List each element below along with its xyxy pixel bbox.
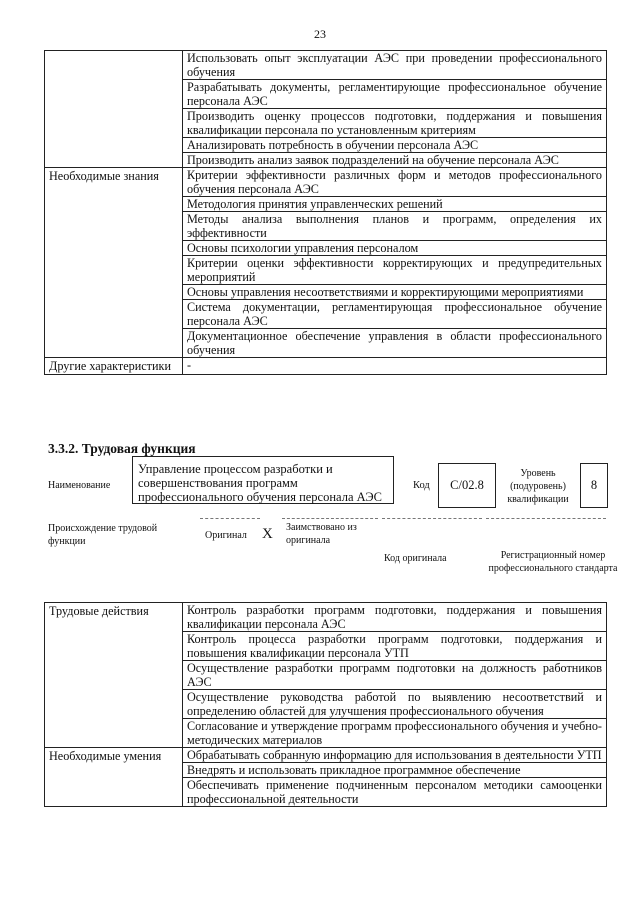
- original-checkmark: X: [262, 526, 273, 542]
- row-item: Производить оценку процессов подготовки, поддержания и повышения квалификации персонала по установленным критериям: [183, 109, 607, 138]
- origin-divider: [486, 518, 606, 519]
- row-item: Согласование и утверждение программ профессионального обучения и учебно-методических материалов: [183, 719, 607, 748]
- row-category: Необходимые знания: [45, 168, 183, 358]
- row-item: Методология принятия управленческих решений: [183, 197, 607, 212]
- code-value-box: C/02.8: [438, 463, 496, 508]
- top-table-body: [45, 51, 607, 375]
- row-item: Внедрять и использовать прикладное программное обеспечение: [183, 763, 607, 778]
- origin-divider: [200, 518, 260, 519]
- row-item: Обрабатывать собранную информацию для использования в деятельности УТП: [183, 748, 607, 763]
- row-item: -: [183, 358, 607, 375]
- row-category: Другие характеристики: [45, 358, 183, 375]
- bottom-table-body: [45, 603, 607, 807]
- row-item: Основы психологии управления персоналом: [183, 241, 607, 256]
- row-item: Документационное обеспечение управления в области профессионального обучения: [183, 329, 607, 358]
- table-row: [45, 358, 607, 375]
- row-category: [45, 51, 183, 168]
- row-item: Осуществление руководства работой по выявлению несоответствий и определению областей для улучшения профессионального обучения: [183, 690, 607, 719]
- borrowed-label: Заимствовано из оригинала: [286, 522, 357, 546]
- skills-knowledge-table: [44, 50, 607, 375]
- row-item: Разрабатывать документы, регламентирующие профессиональное обучение персонала АЭС: [183, 80, 607, 109]
- registration-number-label: Регистрационный номер профессионального стандарта: [488, 550, 618, 574]
- level-label: Уровень (подуровень) квалификации: [507, 468, 569, 505]
- row-item: Система документации, регламентирующая профессиональное обучение персонала АЭС: [183, 300, 607, 329]
- actions-skills-table: [44, 602, 607, 807]
- origin-label: Происхождение трудовой функции: [48, 523, 158, 547]
- section-title: 3.3.2. Трудовая функция: [48, 441, 196, 456]
- origin-divider: [282, 518, 378, 519]
- row-item: Контроль процесса разработки программ подготовки, поддержания и повышения квалификации персонала УТП: [183, 632, 607, 661]
- table-row: [45, 603, 607, 632]
- row-item: Осуществление разработки программ подготовки на должность работников АЭС: [183, 661, 607, 690]
- table-row: [45, 51, 607, 80]
- row-item: Основы управления несоответствиями и корректирующими мероприятиями: [183, 285, 607, 300]
- code-label: Код: [413, 480, 430, 491]
- original-code-label: Код оригинала: [384, 553, 447, 564]
- row-item: Производить анализ заявок подразделений на обучение персонала АЭС: [183, 153, 607, 168]
- row-item: Обеспечивать применение подчиненным персоналом методики самооценки профессиональной деятельности: [183, 778, 607, 807]
- name-label: Наименование: [48, 480, 111, 491]
- row-category: Необходимые умения: [45, 748, 183, 807]
- origin-divider: [382, 518, 482, 519]
- function-name-box: Управление процессом разработки и совершенствования программ профессионального обучения персонала АЭС: [132, 456, 394, 504]
- table-row: [45, 748, 607, 763]
- row-item: Критерии оценки эффективности корректирующих и предупредительных мероприятий: [183, 256, 607, 285]
- row-item: Контроль разработки программ подготовки, поддержания и повышения квалификации персонала АЭС: [183, 603, 607, 632]
- row-item: Критерии эффективности различных форм и методов профессионального обучения персонала АЭС: [183, 168, 607, 197]
- page-number: 23: [314, 27, 326, 41]
- row-item: Методы анализа выполнения планов и программ, определения их эффективности: [183, 212, 607, 241]
- row-item: Использовать опыт эксплуатации АЭС при проведении профессионального обучения: [183, 51, 607, 80]
- row-category: Трудовые действия: [45, 603, 183, 748]
- row-item: Анализировать потребность в обучении персонала АЭС: [183, 138, 607, 153]
- table-row: [45, 168, 607, 197]
- level-value-box: 8: [580, 463, 608, 508]
- original-label: Оригинал: [205, 530, 247, 541]
